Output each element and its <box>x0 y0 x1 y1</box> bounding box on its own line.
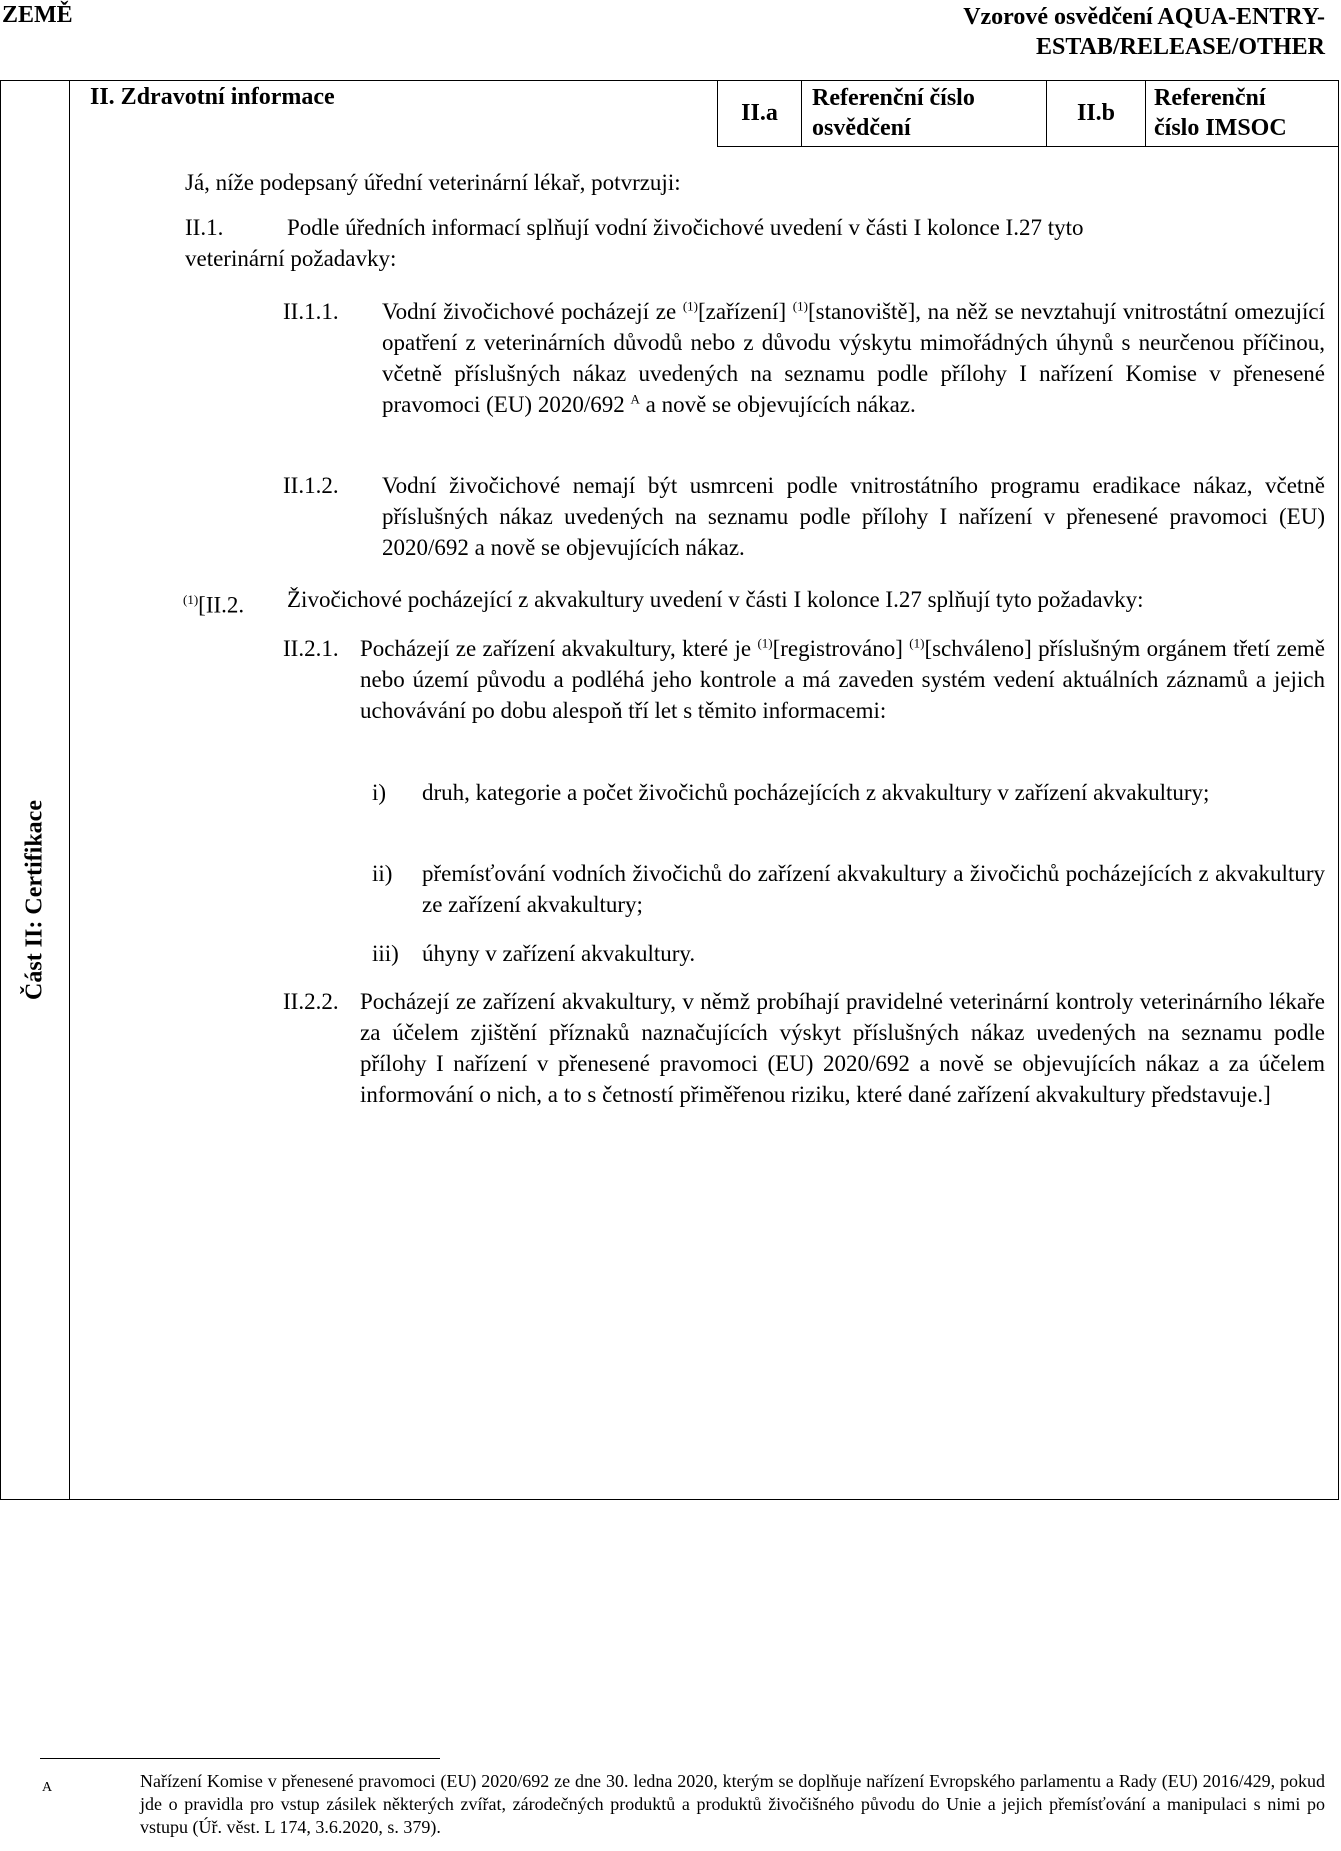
cert-reference-cell <box>801 80 1047 147</box>
ii11-sup1: (1) <box>682 298 699 314</box>
clause-ii21-number: II.2.1. <box>283 636 339 661</box>
list-item-number: i) <box>372 780 387 805</box>
clause-ii1-number: II.1. <box>185 215 224 240</box>
ii11-mid1: [zařízení] <box>698 299 793 324</box>
part-label: Část II: Certifikace <box>21 800 48 1000</box>
ii21-sup2: (1) <box>909 635 925 651</box>
footnote-separator <box>40 1758 440 1759</box>
iib-cell <box>1046 80 1146 147</box>
imsoc-reference-line1: Referenční <box>1154 85 1266 111</box>
clause-ii11-text <box>382 296 1325 420</box>
model-title-line2: ESTAB/RELEASE/OTHER <box>1036 34 1325 60</box>
iia-label: II.a <box>741 100 778 126</box>
ii21-sup1: (1) <box>757 635 773 651</box>
clause-ii2-number <box>183 584 244 621</box>
list-item-number: ii) <box>372 861 393 886</box>
ii11-mid2: [stanoviště], na něž se nevztahují vnitrostátní omezující opatření z veterinárních důvodů nebo z důvodu výskytu mimořádných úhynů s neurčenou příčinou, včetně příslušných nákaz uvedených na seznamu podle přílohy I nařízení Komise v přenesené pravomoci (EU) 2020/692 <box>382 299 1326 417</box>
side-column <box>0 80 70 1500</box>
iia-cell <box>717 80 802 147</box>
clause-ii2-text: Živočichové pocházející z akvakultury uvedení v části I kolonce I.27 splňují tyto požadavky: <box>287 587 1144 612</box>
imsoc-reference-line2: číslo IMSOC <box>1154 115 1287 141</box>
clause-ii22-number: II.2.2. <box>283 989 339 1014</box>
clause-ii12-number: II.1.2. <box>283 473 339 498</box>
clause-ii1-text-rest: veterinární požadavky: <box>185 246 397 271</box>
intro-statement: Já, níže podepsaný úřední veterinární lékař, potvrzuji: <box>185 170 681 195</box>
list-item-text: druh, kategorie a počet živočichů pocházejících z akvakultury v zařízení akvakultury; <box>422 780 1210 805</box>
ii11-post: a nově se objevujících nákaz. <box>639 392 916 417</box>
cert-reference-line1: Referenční číslo <box>812 85 975 111</box>
certificate-model-title <box>963 2 1325 62</box>
clause-ii21-text <box>360 633 1325 726</box>
iib-label: II.b <box>1076 100 1116 126</box>
footnote-mark: A <box>42 1780 53 1795</box>
list-item-text: úhyny v zařízení akvakultury. <box>422 941 696 966</box>
country-label: ZEMĚ <box>2 2 73 28</box>
section-title: II. Zdravotní informace <box>90 84 335 110</box>
footnote-text: Nařízení Komise v přenesené pravomoci (EU) 2020/692 ze dne 30. ledna 2020, kterým se doplňuje nařízení Evropského parlamentu a Rady (EU) 2016/429, pokud jde o pravidla pro vstup zásilek některých zvířat, zárodečných produktů a produktů živočišného původu do Unie a jejich přemísťování a manipulaci s nimi po vstupu (Úř. věst. L 174, 3.6.2020, s. 379). <box>140 1771 1325 1837</box>
ii21-mid1: [registrováno] <box>772 636 910 661</box>
clause-ii12-text: Vodní živočichové nemají být usmrceni podle vnitrostátního programu eradikace nákaz, včetně příslušných nákaz uvedených na seznamu podle přílohy I nařízení v přenesené pravomoci (EU) 2020/692 a nově se objevujících nákaz. <box>382 473 1325 560</box>
clause-ii11-number: II.1.1. <box>283 299 339 324</box>
imsoc-reference-cell <box>1145 80 1339 147</box>
ii11-pre: Vodní živočichové pocházejí ze <box>382 299 683 324</box>
ii2-sup: (1) <box>183 592 199 607</box>
clause-ii1-text-first: Podle úředních informací splňují vodní živočichové uvedení v části I kolonce I.27 tyto <box>287 215 1084 240</box>
ii21-post: [schváleno] příslušným orgánem třetí země nebo území původu a podléhá jeho kontrole a má zaveden systém vedení aktuálních záznamů a jejich uchovávání po dobu alespoň tří let s těmito informacemi: <box>360 636 1325 723</box>
cert-reference-line2: osvědčení <box>812 115 911 141</box>
ii11-sup2: (1) <box>792 298 808 314</box>
list-item-text: přemísťování vodních živočichů do zařízení akvakultury a živočichů pocházejících z akvakultury ze zařízení akvakultury; <box>422 861 1325 917</box>
model-title-line1: Vzorové osvědčení AQUA-ENTRY- <box>963 4 1325 30</box>
ii11-footnote-ref: A <box>630 391 640 407</box>
clause-ii22-text: Pocházejí ze zařízení akvakultury, v němž probíhají pravidelné veterinární kontroly veterinárního lékaře za účelem zjištění příznaků naznačujících výskyt příslušných nákaz uvedených na seznamu podle přílohy I nařízení v přenesené pravomoci (EU) 2020/692 a nově se objevujících nákaz a za účelem informování o nich, a to s četností přiměřenou riziku, které dané zařízení akvakultury představuje.] <box>360 989 1325 1107</box>
ii21-pre: Pocházejí ze zařízení akvakultury, které je <box>360 636 758 661</box>
list-item-number: iii) <box>372 941 399 966</box>
ii2-num: [II.2. <box>198 592 245 618</box>
clause-ii1 <box>185 212 1325 274</box>
